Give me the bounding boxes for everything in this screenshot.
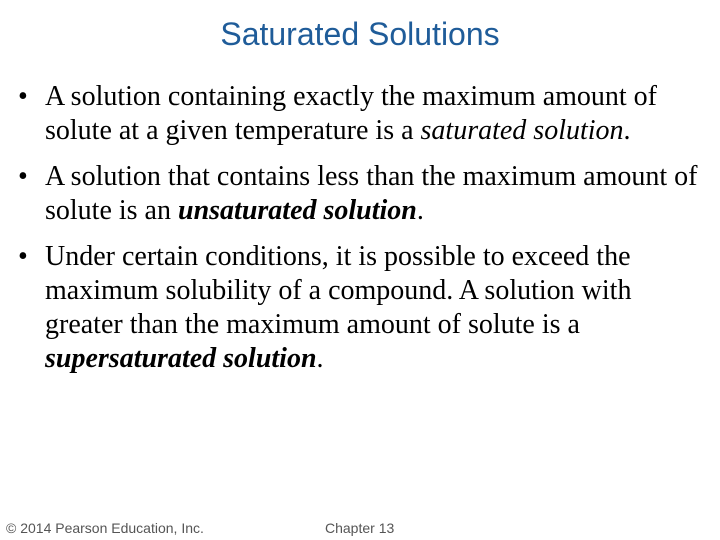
bullet-marker: • [18, 161, 28, 192]
footer-chapter: Chapter 13 [325, 520, 395, 536]
bullet-item-unsaturated [0, 160, 720, 228]
slide-title [0, 12, 720, 56]
bullet-text-end: . [416, 195, 424, 226]
term-saturated-solution: saturated solution [420, 115, 624, 146]
term-unsaturated-solution: unsaturated solution [178, 195, 417, 226]
bullet-item-saturated [0, 80, 720, 148]
bullet-list [0, 80, 720, 388]
bullet-text: Under certain conditions, it is possible to exceed the maximum solubility of a compound. A solution with greater than the maximum amount of solute is a [45, 241, 632, 340]
term-supersaturated-solution: supersaturated solution [45, 343, 317, 374]
bullet-marker: • [18, 81, 28, 112]
bullet-item-supersaturated [0, 240, 720, 376]
bullet-text: A solution that contains less than the maximum amount of solute is an [45, 161, 698, 226]
bullet-text-end: . [316, 343, 324, 374]
footer-copyright: © 2014 Pearson Education, Inc. [6, 520, 204, 536]
bullet-marker: • [18, 241, 28, 272]
bullet-text: A solution containing exactly the maximum amount of solute at a given temperature is a [45, 81, 658, 146]
slide-title-text: Saturated Solutions [220, 16, 500, 52]
bullet-text-end: . [623, 115, 631, 146]
